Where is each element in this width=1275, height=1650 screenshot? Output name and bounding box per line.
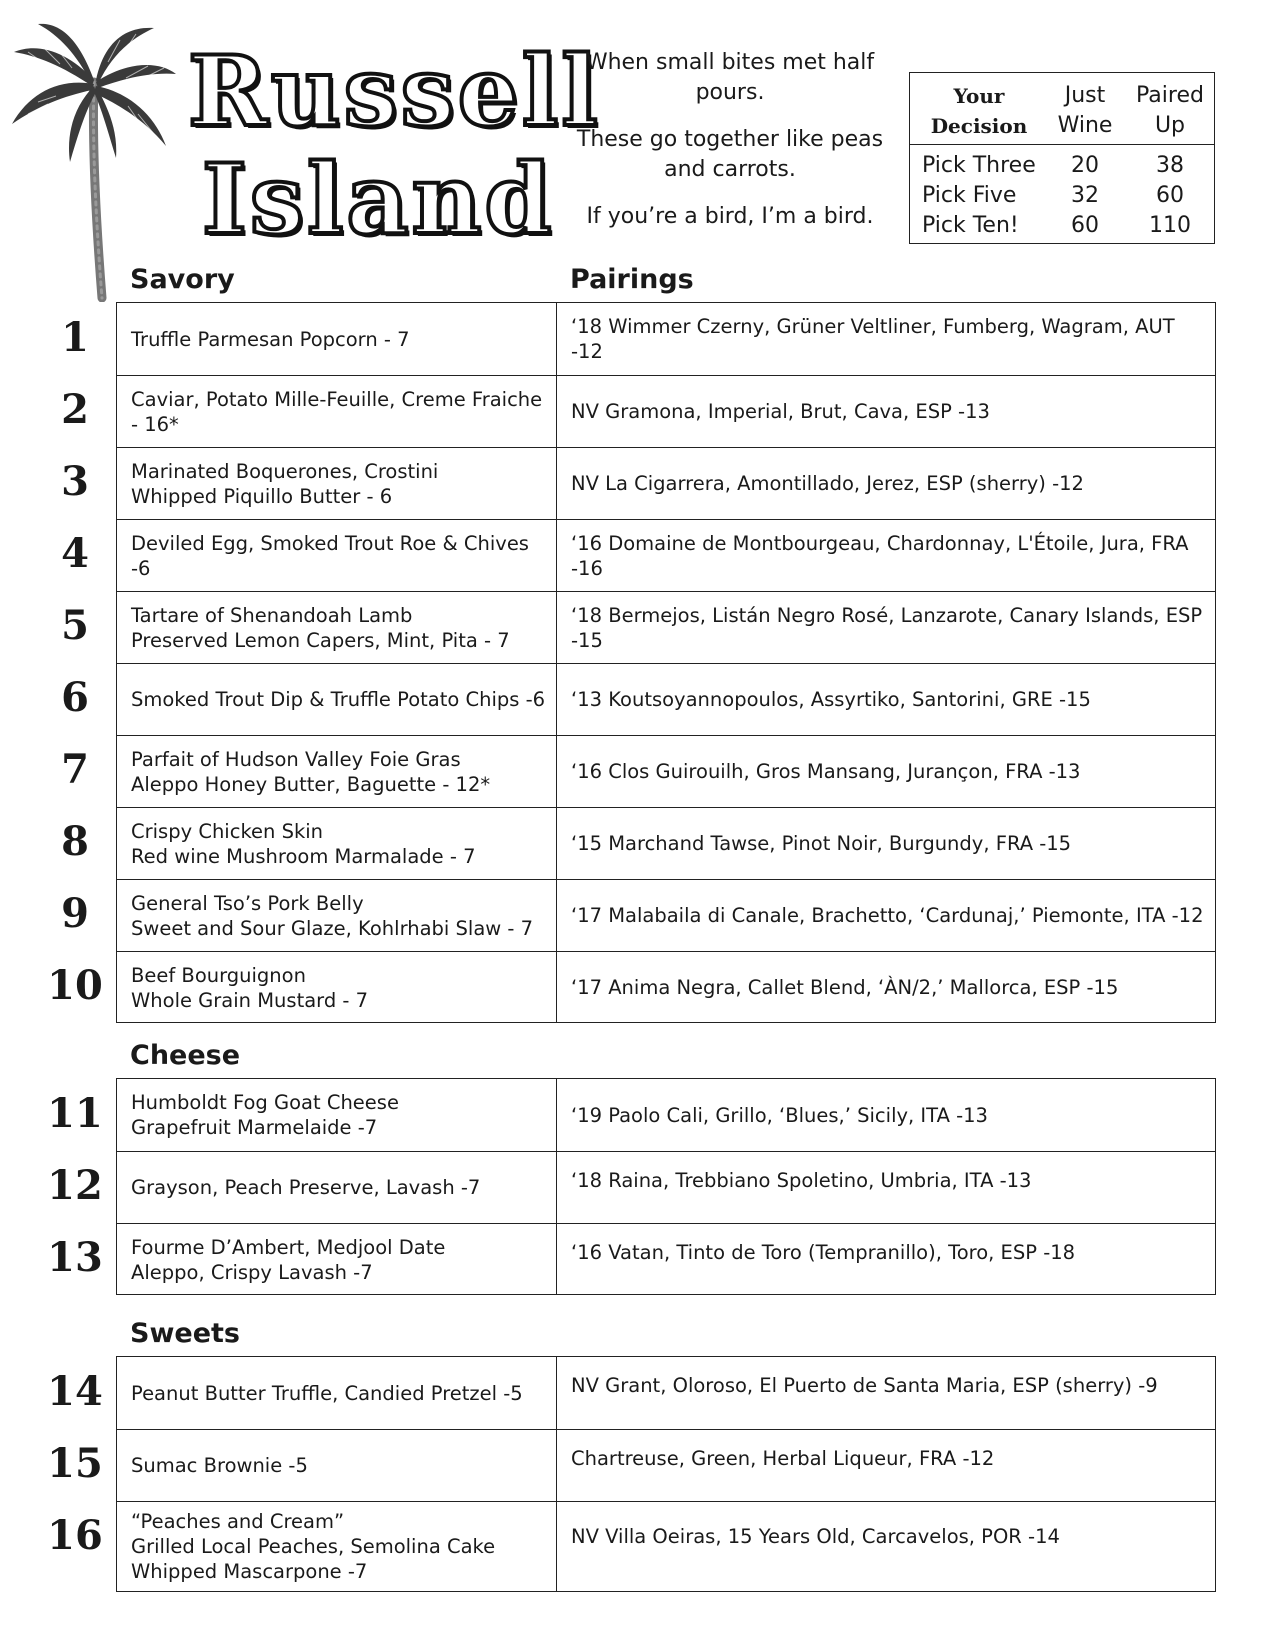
menu-row bbox=[117, 447, 1215, 519]
menu-row bbox=[117, 1501, 1215, 1591]
menu-row bbox=[117, 591, 1215, 663]
tagline: If you’re a bird, I’m a bird. bbox=[586, 204, 874, 229]
menu-row bbox=[117, 1151, 1215, 1223]
dish-name: Caviar, Potato Mille-Feuille, Creme Fraiche - 16* bbox=[117, 376, 557, 447]
wine-pairing: NV La Cigarrera, Amontillado, Jerez, ESP (sherry) -12 bbox=[571, 472, 1084, 495]
pricing-just-wine: 60 bbox=[1071, 213, 1099, 238]
menu-row bbox=[117, 1429, 1215, 1501]
wine-pairing: ‘15 Marchand Tawse, Pinot Noir, Burgundy, FRA -15 bbox=[571, 832, 1072, 855]
pricing-header-decision: Your Decision bbox=[930, 84, 1028, 138]
tagline: When small bites met half pours. bbox=[585, 50, 875, 105]
tagline: These go together like peas and carrots. bbox=[576, 127, 884, 182]
menu-row bbox=[117, 1357, 1215, 1429]
wine-pairing: ‘16 Vatan, Tinto de Toro (Tempranillo), Toro, ESP -18 bbox=[571, 1241, 1076, 1264]
dish-name: Tartare of Shenandoah Lamb Preserved Lemon Capers, Mint, Pita - 7 bbox=[117, 592, 557, 663]
pricing-label: Pick Ten! bbox=[922, 213, 1019, 238]
brand-line-1: Russell bbox=[188, 35, 601, 148]
item-number: 10 bbox=[47, 962, 103, 1009]
wine-pairing: ‘13 Koutsoyannopoulos, Assyrtiko, Santorini, GRE -15 bbox=[571, 688, 1091, 711]
pricing-row bbox=[910, 181, 1214, 211]
dish-name: “Peaches and Cream” Grilled Local Peaches, Semolina Cake Whipped Mascarpone -7 bbox=[117, 1502, 557, 1591]
dish-name: Humboldt Fog Goat Cheese Grapefruit Marmelaide -7 bbox=[117, 1079, 557, 1151]
dish-name: Smoked Trout Dip & Truffle Potato Chips -6 bbox=[117, 664, 557, 735]
item-number: 13 bbox=[47, 1234, 103, 1281]
item-number: 9 bbox=[61, 890, 89, 937]
menu-row bbox=[117, 519, 1215, 591]
section-title-savory: Savory bbox=[130, 264, 235, 295]
palm-tree-icon bbox=[8, 22, 178, 302]
brand-line-2: Island bbox=[202, 143, 555, 256]
wine-pairing: NV Villa Oeiras, 15 Years Old, Carcavelos, POR -14 bbox=[571, 1525, 1060, 1548]
pricing-label: Pick Five bbox=[922, 183, 1017, 208]
section-title-sweets: Sweets bbox=[130, 1318, 240, 1349]
pricing-table bbox=[909, 72, 1215, 244]
item-number: 4 bbox=[61, 530, 89, 577]
dish-name: General Tso’s Pork Belly Sweet and Sour Glaze, Kohlrhabi Slaw - 7 bbox=[117, 880, 557, 951]
wine-pairing: ‘16 Clos Guirouilh, Gros Mansang, Jurançon, FRA -13 bbox=[571, 760, 1081, 783]
dish-name: Beef Bourguignon Whole Grain Mustard - 7 bbox=[117, 952, 557, 1023]
wine-pairing: ‘19 Paolo Cali, Grillo, ‘Blues,’ Sicily, ITA -13 bbox=[571, 1103, 988, 1127]
taglines bbox=[572, 48, 888, 249]
menu-row bbox=[117, 375, 1215, 447]
item-number: 15 bbox=[47, 1440, 103, 1487]
brand-title bbox=[188, 35, 601, 256]
dish-name: Peanut Butter Truffle, Candied Pretzel -5 bbox=[117, 1357, 557, 1429]
wine-pairing: ‘16 Domaine de Montbourgeau, Chardonnay, L'Étoile, Jura, FRA -16 bbox=[571, 531, 1189, 580]
pricing-paired-up: 110 bbox=[1149, 213, 1191, 238]
pricing-header bbox=[910, 73, 1214, 145]
item-number: 6 bbox=[61, 674, 89, 721]
item-number: 16 bbox=[47, 1512, 103, 1559]
sweets-table bbox=[116, 1356, 1216, 1592]
menu-row bbox=[117, 951, 1215, 1023]
pricing-just-wine: 20 bbox=[1071, 153, 1099, 178]
item-number: 3 bbox=[61, 458, 89, 505]
section-title-pairings: Pairings bbox=[570, 264, 694, 295]
dish-name: Marinated Boquerones, Crostini Whipped Piquillo Butter - 6 bbox=[117, 448, 557, 519]
menu-row bbox=[117, 735, 1215, 807]
item-number: 12 bbox=[47, 1162, 103, 1209]
item-number: 2 bbox=[61, 386, 89, 433]
wine-pairing: ‘18 Wimmer Czerny, Grüner Veltliner, Fumberg, Wagram, AUT -12 bbox=[571, 315, 1175, 363]
savory-table bbox=[116, 302, 1216, 1023]
pricing-label: Pick Three bbox=[922, 153, 1036, 178]
wine-pairing: ‘18 Bermejos, Listán Negro Rosé, Lanzarote, Canary Islands, ESP -15 bbox=[571, 603, 1203, 652]
item-number: 14 bbox=[47, 1368, 103, 1415]
pricing-header-just-wine: Just Wine bbox=[1057, 83, 1113, 138]
item-number: 8 bbox=[61, 818, 89, 865]
pricing-paired-up: 38 bbox=[1156, 153, 1184, 178]
menu-row bbox=[117, 807, 1215, 879]
wine-pairing: Chartreuse, Green, Herbal Liqueur, FRA -12 bbox=[571, 1447, 995, 1470]
menu-row bbox=[117, 663, 1215, 735]
pricing-row bbox=[910, 151, 1214, 181]
item-number: 1 bbox=[61, 314, 89, 361]
menu-row bbox=[117, 303, 1215, 375]
wine-pairing: ‘18 Raina, Trebbiano Spoletino, Umbria, ITA -13 bbox=[571, 1169, 1032, 1192]
dish-name: Crispy Chicken Skin Red wine Mushroom Marmalade - 7 bbox=[117, 808, 557, 879]
cheese-table bbox=[116, 1078, 1216, 1295]
dish-name: Parfait of Hudson Valley Foie Gras Aleppo Honey Butter, Baguette - 12* bbox=[117, 736, 557, 807]
pricing-just-wine: 32 bbox=[1071, 183, 1099, 208]
dish-name: Grayson, Peach Preserve, Lavash -7 bbox=[117, 1152, 557, 1223]
menu-row bbox=[117, 1079, 1215, 1151]
wine-pairing: NV Gramona, Imperial, Brut, Cava, ESP -13 bbox=[571, 400, 990, 423]
dish-name: Deviled Egg, Smoked Trout Roe & Chives -6 bbox=[117, 520, 557, 591]
pricing-paired-up: 60 bbox=[1156, 183, 1184, 208]
wine-pairing: ‘17 Anima Negra, Callet Blend, ‘ÀN/2,’ Mallorca, ESP -15 bbox=[571, 976, 1119, 999]
dish-name: Fourme D’Ambert, Medjool Date Aleppo, Crispy Lavash -7 bbox=[117, 1224, 557, 1295]
item-number: 7 bbox=[61, 746, 89, 793]
dish-name: Truffle Parmesan Popcorn - 7 bbox=[117, 303, 557, 375]
menu-row bbox=[117, 1223, 1215, 1295]
item-number: 11 bbox=[47, 1090, 103, 1137]
pricing-header-paired-up: Paired Up bbox=[1136, 83, 1204, 138]
pricing-row bbox=[910, 211, 1214, 241]
dish-name: Sumac Brownie -5 bbox=[117, 1430, 557, 1501]
menu-row bbox=[117, 879, 1215, 951]
wine-pairing: ‘17 Malabaila di Canale, Brachetto, ‘Cardunaj,’ Piemonte, ITA -12 bbox=[571, 904, 1204, 927]
section-title-cheese: Cheese bbox=[130, 1040, 241, 1071]
item-number: 5 bbox=[61, 602, 89, 649]
wine-pairing: NV Grant, Oloroso, El Puerto de Santa Maria, ESP (sherry) -9 bbox=[571, 1374, 1158, 1397]
